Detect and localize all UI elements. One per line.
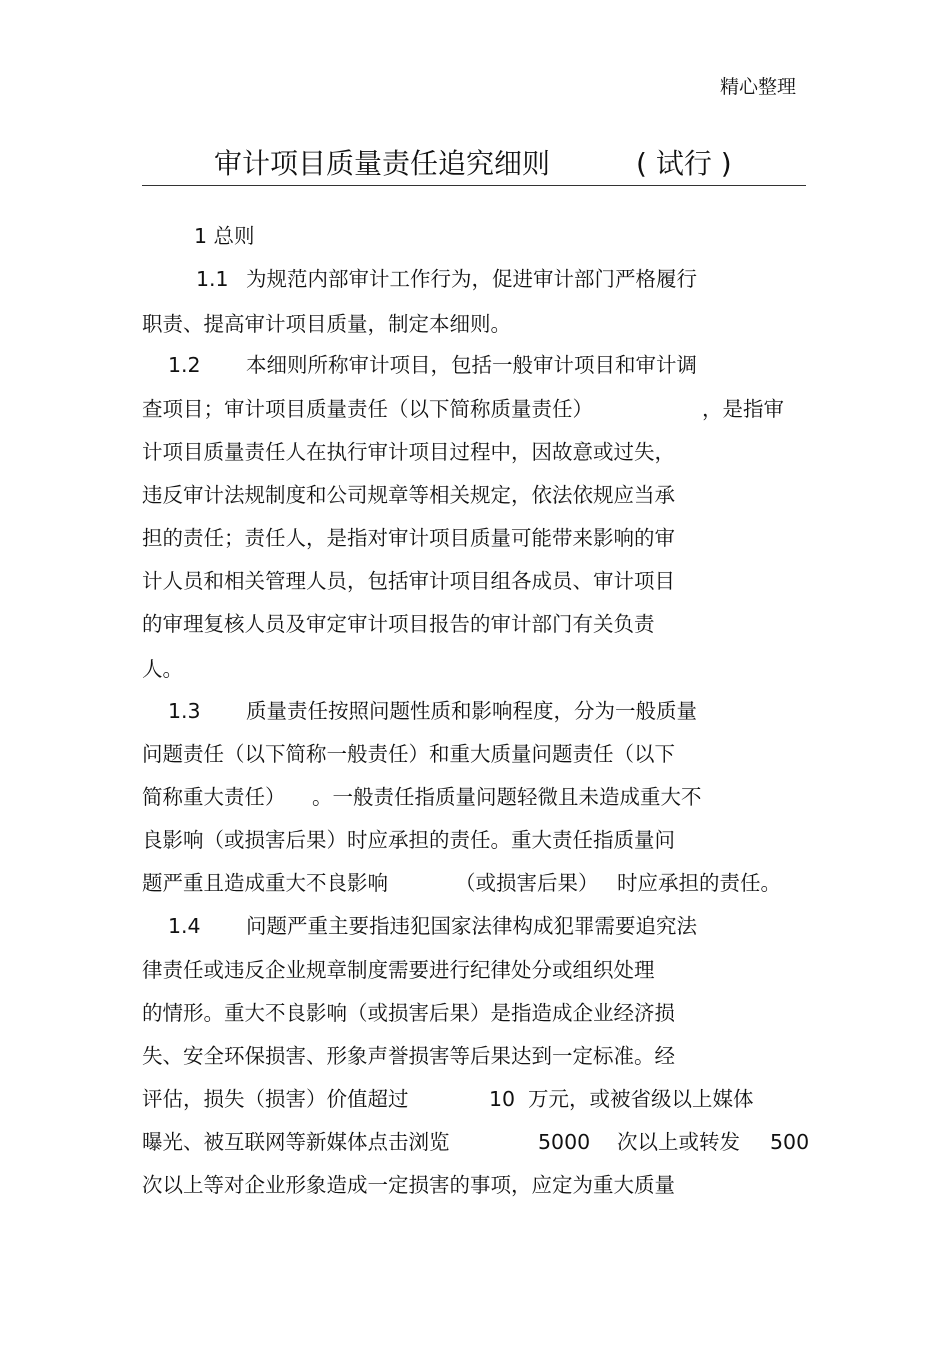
text-segment: 1.1 bbox=[196, 267, 229, 291]
text-segment: 问题严重主要指违犯国家法律构成犯罪需要追究法 bbox=[246, 914, 697, 938]
document-title bbox=[214, 145, 732, 183]
text-line bbox=[0, 351, 950, 379]
text-segment: 万元，或被省级以上媒体 bbox=[528, 1087, 754, 1111]
text-line bbox=[0, 783, 950, 811]
text-segment: 担的责任；责任人，是指对审计项目质量可能带来影响的审 bbox=[142, 526, 675, 550]
text-segment: 1.2 bbox=[168, 353, 201, 377]
text-line bbox=[0, 481, 950, 509]
text-segment: 题严重且造成重大不良影响 bbox=[142, 871, 388, 895]
text-segment: 律责任或违反企业规章制度需要进行纪律处分或组织处理 bbox=[142, 958, 655, 982]
text-line bbox=[0, 610, 950, 638]
text-line bbox=[0, 1128, 950, 1156]
text-segment: 10 bbox=[489, 1087, 516, 1111]
text-line bbox=[0, 438, 950, 466]
text-segment: 500 bbox=[770, 1130, 810, 1154]
text-line bbox=[0, 1085, 950, 1113]
text-segment: 质量责任按照问题性质和影响程度，分为一般质量 bbox=[246, 699, 697, 723]
text-segment: 计人员和相关管理人员，包括审计项目组各成员、审计项目 bbox=[142, 569, 675, 593]
text-segment: 问题责任（以下简称一般责任）和重大质量问题责任（以下 bbox=[142, 742, 675, 766]
text-line bbox=[0, 655, 950, 683]
text-line bbox=[0, 1042, 950, 1070]
text-segment: 失、安全环保损害、形象声誉损害等后果达到一定标准。经 bbox=[142, 1044, 675, 1068]
text-line bbox=[0, 1171, 950, 1199]
text-segment: 简称重大责任） bbox=[142, 785, 286, 809]
header-note: 精心整理 bbox=[720, 76, 797, 98]
text-segment: 时应承担的责任。 bbox=[617, 871, 781, 895]
text-segment: 次以上或转发 bbox=[617, 1130, 740, 1154]
text-line bbox=[0, 524, 950, 552]
text-line bbox=[0, 826, 950, 854]
text-segment: 。一般责任指质量问题轻微且未造成重大不 bbox=[312, 785, 702, 809]
text-segment: 为规范内部审计工作行为，促进审计部门严格履行 bbox=[246, 267, 697, 291]
text-segment: 曝光、被互联网等新媒体点击浏览 bbox=[142, 1130, 450, 1154]
title-suffix: ( 试行 ) bbox=[636, 147, 732, 180]
text-line bbox=[0, 869, 950, 897]
text-segment: 1.3 bbox=[168, 699, 201, 723]
text-segment: 本细则所称审计项目，包括一般审计项目和审计调 bbox=[246, 353, 697, 377]
text-line bbox=[0, 265, 950, 293]
text-line bbox=[0, 697, 950, 725]
text-segment: 评估，损失（损害）价值超过 bbox=[142, 1087, 409, 1111]
text-line bbox=[0, 395, 950, 423]
text-segment: 职责、提高审计项目质量，制定本细则。 bbox=[142, 312, 511, 336]
text-line bbox=[0, 740, 950, 768]
text-segment: 计项目质量责任人在执行审计项目过程中，因故意或过失， bbox=[142, 440, 675, 464]
text-segment: 违反审计法规制度和公司规章等相关规定，依法依规应当承 bbox=[142, 483, 675, 507]
text-line bbox=[0, 912, 950, 940]
text-line bbox=[0, 567, 950, 595]
text-line bbox=[0, 956, 950, 984]
text-segment: 的情形。重大不良影响（或损害后果）是指造成企业经济损 bbox=[142, 1001, 675, 1025]
text-segment: 1 总则 bbox=[194, 224, 255, 248]
text-segment: 查项目；审计项目质量责任（以下简称质量责任） bbox=[142, 397, 593, 421]
text-segment: 人。 bbox=[142, 657, 183, 681]
text-segment: 5000 bbox=[538, 1130, 591, 1154]
text-segment: ，是指审 bbox=[702, 397, 784, 421]
text-line bbox=[0, 999, 950, 1027]
text-line bbox=[0, 310, 950, 338]
text-segment: 1.4 bbox=[168, 914, 201, 938]
text-segment: （或损害后果） bbox=[455, 871, 599, 895]
text-segment: 的审理复核人员及审定审计项目报告的审计部门有关负责 bbox=[142, 612, 655, 636]
text-segment: 良影响（或损害后果）时应承担的责任。重大责任指质量问 bbox=[142, 828, 675, 852]
text-segment: 次以上等对企业形象造成一定损害的事项，应定为重大质量 bbox=[142, 1173, 675, 1197]
title-underline bbox=[142, 185, 806, 186]
title-main: 审计项目质量责任追究细则 bbox=[214, 147, 551, 180]
text-line bbox=[0, 222, 950, 250]
